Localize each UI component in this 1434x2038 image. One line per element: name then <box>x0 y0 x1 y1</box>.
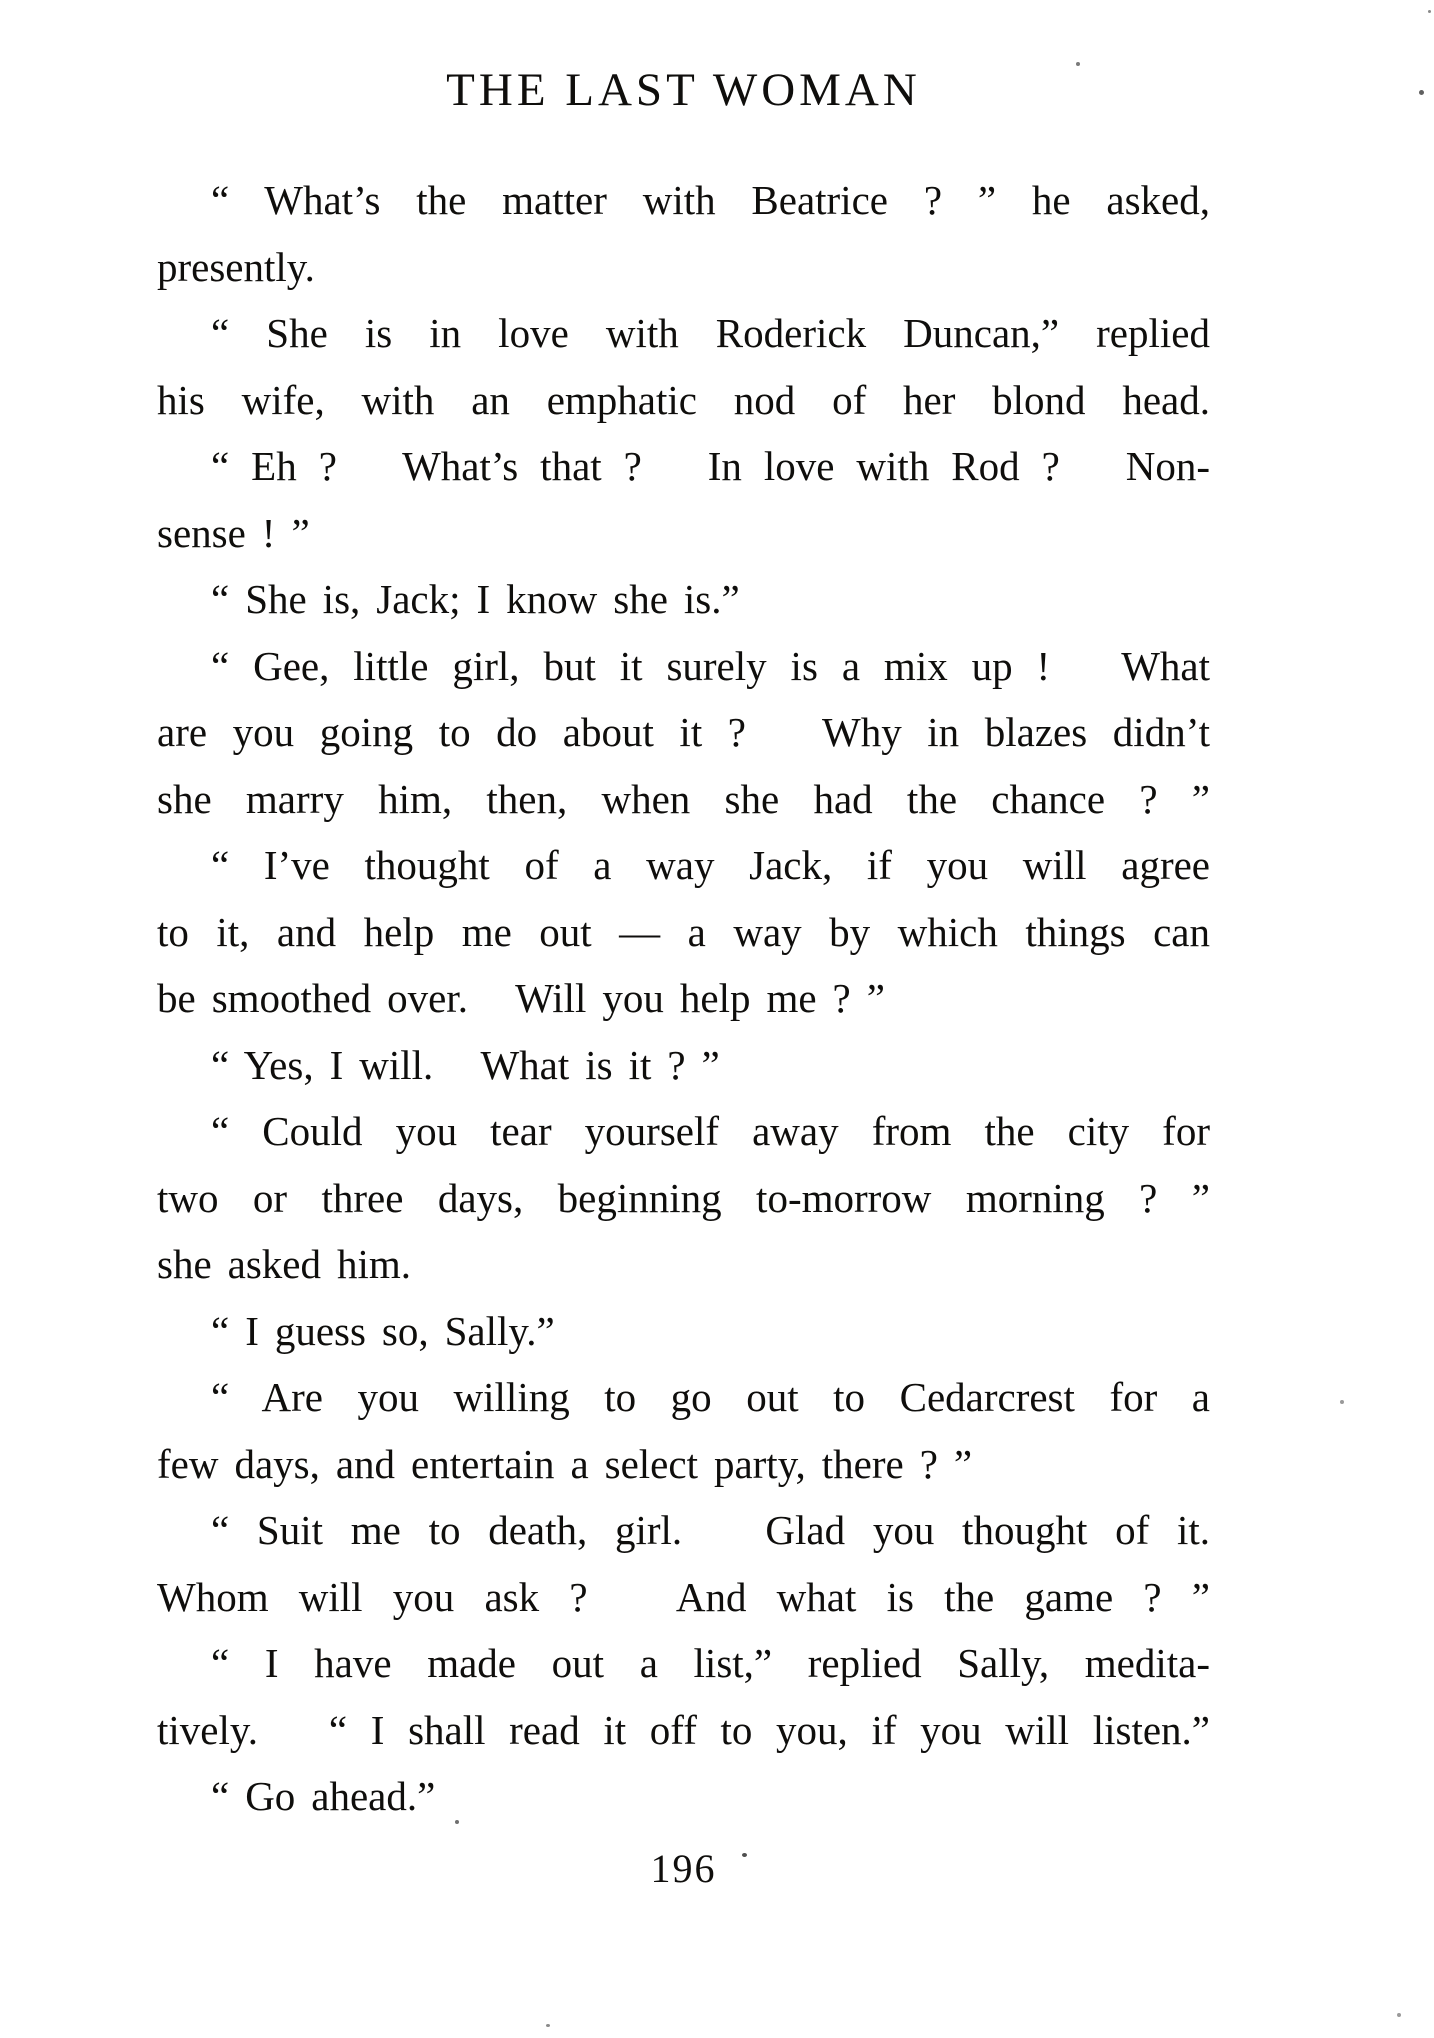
body-text <box>157 167 1210 1830</box>
scan-speck <box>1076 62 1080 66</box>
text-line: “ She is, Jack; I know she is.” <box>211 576 740 622</box>
text-line: “ Yes, I will. What is it ? ” <box>211 1041 720 1088</box>
text-line: “ Gee, little girl, but it surely is a mix up ! What <box>211 642 1210 689</box>
text-line: to it, and help me out — a way by which things can <box>157 908 1210 955</box>
text-line: two or three days, beginning to-morrow morning ? ” <box>157 1174 1210 1221</box>
text-line: “ Are you willing to go out to Cedarcrest for a <box>211 1374 1210 1420</box>
text-line: be smoothed over. Will you help me ? ” <box>157 975 885 1021</box>
scan-speck <box>1419 90 1424 95</box>
text-line: tively. “ I shall read it off to you, if you will listen.” <box>157 1706 1210 1753</box>
text-line: are you going to do about it ? Why in blazes didn’t <box>157 709 1210 755</box>
text-line: Whom will you ask ? And what is the game ? ” <box>157 1573 1210 1620</box>
page-number: 196 <box>650 1846 717 1891</box>
text-line: “ Go ahead.” <box>211 1773 436 1819</box>
text-line: “ I guess so, Sally.” <box>211 1307 555 1354</box>
scan-speck <box>455 1820 459 1824</box>
scan-speck <box>1428 10 1431 13</box>
page-title: THE LAST WOMAN <box>446 64 921 116</box>
text-line: few days, and entertain a select party, there ? ” <box>157 1440 973 1487</box>
text-line: “ Could you tear yourself away from the city for <box>211 1108 1210 1154</box>
text-line: presently. <box>157 243 315 290</box>
scan-speck <box>742 1853 747 1857</box>
text-line: she asked him. <box>157 1241 412 1287</box>
text-line: she marry him, then, when she had the chance ? ” <box>157 775 1210 822</box>
scan-speck <box>546 2024 550 2027</box>
text-line: “ I have made out a list,” replied Sally, medita- <box>211 1640 1210 1686</box>
text-line: his wife, with an emphatic nod of her blond head. <box>157 376 1210 423</box>
text-line: “ She is in love with Roderick Duncan,” replied <box>211 310 1210 356</box>
scan-speck <box>1397 2013 1401 2017</box>
text-line: “ Suit me to death, girl. Glad you thought of it. <box>211 1507 1210 1553</box>
scan-speck <box>1340 1400 1344 1404</box>
text-line: “ Eh ? What’s that ? In love with Rod ? Non- <box>211 443 1210 489</box>
text-line: sense ! ” <box>157 509 310 556</box>
text-line: “ I’ve thought of a way Jack, if you will agree <box>211 842 1210 888</box>
text-line: “ What’s the matter with Beatrice ? ” he asked, <box>211 177 1210 223</box>
